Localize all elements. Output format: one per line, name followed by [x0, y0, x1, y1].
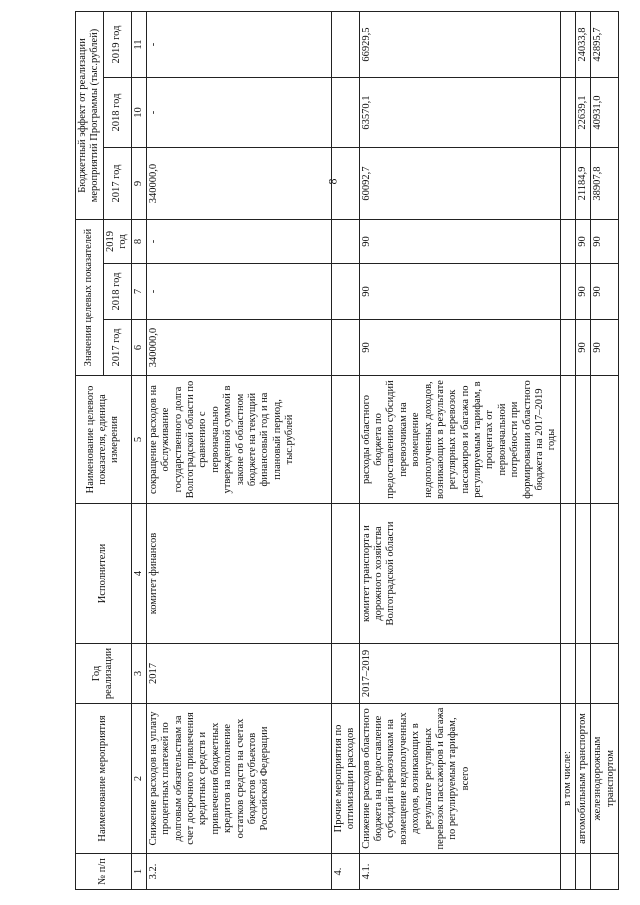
- col-num-4: 4: [131, 504, 146, 644]
- target-2017: 340000,0: [146, 320, 331, 376]
- header-row-1: [76, 11, 104, 889]
- header-effect-2019: 2019 год: [103, 11, 131, 77]
- executor: комитет финансов: [146, 504, 331, 644]
- row-number: 4.1.: [359, 854, 560, 890]
- table-row-4: [331, 11, 359, 889]
- header-target-2018: 2018 год: [103, 264, 131, 320]
- header-effect-2017: 2017 год: [103, 148, 131, 220]
- effect-2017: 60092,7: [359, 148, 560, 220]
- effect-2019: 42895,7: [591, 11, 619, 77]
- indicator-name: расходы областного бюджета по предоставлению субсидий перевозчикам на возмещение недополученных доходов, возникающих в результате регулярных перевозок пассажиров и багажа по регулируемым тарифам, в процентах от первоначальной потребности при формировании областного бюджета на 2017–2019 годы: [359, 376, 560, 504]
- effect-2018: 40931,0: [591, 78, 619, 148]
- col-num-11: 11: [131, 11, 146, 77]
- row-number: 3.2.: [146, 854, 331, 890]
- header-target-2017: 2017 год: [103, 320, 131, 376]
- implementation-year: 2017–2019: [359, 644, 560, 704]
- activity-name: автомобильным транспортом: [576, 704, 591, 854]
- including-label: в том числе:: [560, 704, 575, 854]
- effect-2019: 66929,5: [359, 11, 560, 77]
- table-row-including: [560, 11, 575, 889]
- col-num-9: 9: [131, 148, 146, 220]
- target-2019: 90: [359, 220, 560, 264]
- table-row-auto: [576, 11, 591, 889]
- activity-name: железнодорожным транспортом: [591, 704, 619, 854]
- executor: комитет транспорта и дорожного хозяйства Волгоградской области: [359, 504, 560, 644]
- activity-name: Прочие мероприятия по оптимизации расходов: [331, 704, 359, 854]
- program-table: [75, 11, 619, 890]
- col-num-1: 1: [131, 854, 146, 890]
- table-row-4-1: [359, 11, 560, 889]
- page-number: 8: [325, 178, 340, 185]
- target-2018: 90: [591, 264, 619, 320]
- col-num-2: 2: [131, 704, 146, 854]
- target-2017: 90: [591, 320, 619, 376]
- effect-2019: 24033,8: [576, 11, 591, 77]
- rotated-document: [75, 12, 616, 890]
- target-2017: 90: [359, 320, 560, 376]
- target-2019: 90: [591, 220, 619, 264]
- col-num-3: 3: [131, 644, 146, 704]
- target-2018: -: [146, 264, 331, 320]
- effect-2017: 38907,8: [591, 148, 619, 220]
- header-year: Год реализации: [76, 644, 132, 704]
- effect-2017: 340000,0: [146, 148, 331, 220]
- header-number: № п/п: [76, 854, 132, 890]
- indicator-name: сокращение расходов на обслуживание государственного долга Волгоградской области по сравнению с первоначально утвержденной суммой в законе об областном бюджете на текущий финансовый год и на плановый период, тыс.рублей: [146, 376, 331, 504]
- target-2018: 90: [359, 264, 560, 320]
- header-executors: Исполнители: [76, 504, 132, 644]
- header-target-2019: 2019 год: [103, 220, 131, 264]
- row-number: 4.: [331, 854, 359, 890]
- activity-name: Снижение расходов областного бюджета на предоставление субсидий перевозчикам на возмещение недополученных доходов, возникающих в результате регулярных перевозок пассажиров и багажа по регулируемым тарифам, всего: [359, 704, 560, 854]
- col-num-8: 8: [131, 220, 146, 264]
- col-num-7: 7: [131, 264, 146, 320]
- header-activity: Наименование мероприятия: [76, 704, 132, 854]
- column-numbers-row: [131, 11, 146, 889]
- effect-2018: -: [146, 78, 331, 148]
- target-2017: 90: [576, 320, 591, 376]
- implementation-year: 2017: [146, 644, 331, 704]
- target-2018: 90: [576, 264, 591, 320]
- header-effect-2018: 2018 год: [103, 78, 131, 148]
- effect-2018: 63570,1: [359, 78, 560, 148]
- header-target-values: Значения целевых показателей: [76, 220, 104, 376]
- activity-name: Снижение расходов на уплату процентных платежей по долговым обязательствам за счет досрочного привлечения кредитных средств и привлечения бюджетных кредитов на пополнение остатков средств на счетах бюджетов субъектов Российской Федерации: [146, 704, 331, 854]
- col-num-5: 5: [131, 376, 146, 504]
- effect-2017: 21184,9: [576, 148, 591, 220]
- table-row-3-2: [146, 11, 331, 889]
- table-row-rail: [591, 11, 619, 889]
- target-2019: -: [146, 220, 331, 264]
- col-num-6: 6: [131, 320, 146, 376]
- effect-2019: -: [146, 11, 331, 77]
- col-num-10: 10: [131, 78, 146, 148]
- header-budget-effect: Бюджетный эффект от реализации мероприятий Программы (тыс.рублей): [76, 11, 104, 219]
- effect-2018: 22639,1: [576, 78, 591, 148]
- header-indicator: Наименование целевого показателя, единица измерения: [76, 376, 132, 504]
- target-2019: 90: [576, 220, 591, 264]
